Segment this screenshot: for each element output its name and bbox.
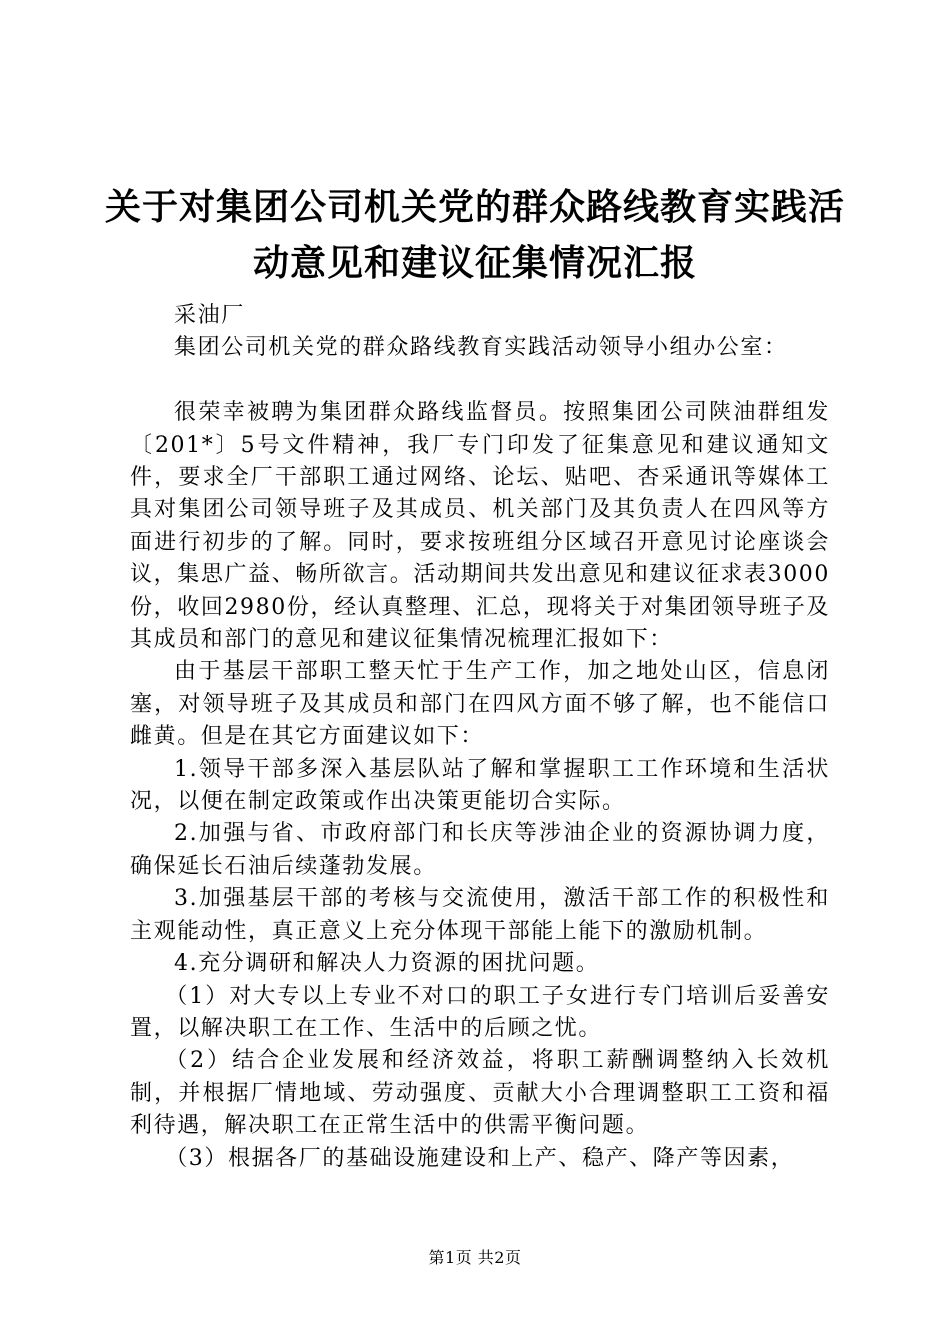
- document-body: [130, 300, 830, 1175]
- sub-item-2: （2）结合企业发展和经济效益，将职工薪酬调整纳入长效机制，并根据厂情地域、劳动强度、贡献大小合理调整职工工资和福利待遇，解决职工在正常生活中的供需平衡问题。: [130, 1048, 830, 1139]
- paragraph-intro: 很荣幸被聘为集团群众路线监督员。按照集团公司陕油群组发〔201*〕5号文件精神，我厂专门印发了征集意见和建议通知文件，要求全厂干部职工通过网络、论坛、贴吧、杏采通讯等媒体工具对集团公司领导班子及其成员、机关部门及其负责人在四风等方面进行初步的了解。同时，要求按班组分区域召开意见讨论座谈会议，集思广益、畅所欲言。活动期间共发出意见和建议征求表3000份，收回2980份，经认真整理、汇总，现将关于对集团领导班子及其成员和部门的意见和建议征集情况梳理汇报如下：: [130, 400, 830, 653]
- author-line: 采油厂: [174, 303, 245, 328]
- document-title-line-2: 动意见和建议征集情况汇报: [252, 243, 697, 284]
- suggestion-3: 3.加强基层干部的考核与交流使用，激活干部工作的积极性和主观能动性，真正意义上充分体现干部能上能下的激励机制。: [130, 886, 830, 944]
- sub-item-1: （1）对大专以上专业不对口的职工子女进行专门培训后妥善安置，以解决职工在工作、生活中的后顾之忧。: [130, 983, 830, 1041]
- sub-item-3: （3）根据各厂的基础设施建设和上产、稳产、降产等因素，: [165, 1145, 795, 1171]
- document-title-line-1: 关于对集团公司机关党的群众路线教育实践活: [104, 187, 845, 228]
- salutation-line: 集团公司机关党的群众路线教育实践活动领导小组办公室：: [174, 335, 788, 361]
- page-number-footer: 第1页 共2页: [428, 1248, 522, 1267]
- suggestion-4: 4.充分调研和解决人力资源的困扰问题。: [174, 951, 600, 977]
- suggestion-2: 2.加强与省、市政府部门和长庆等涉油企业的资源协调力度，确保延长石油后续蓬勃发展。: [130, 821, 830, 879]
- blank-line: [130, 365, 830, 397]
- paragraph-background: 由于基层干部职工整天忙于生产工作，加之地处山区，信息闭塞，对领导班子及其成员和部门在四风方面不够了解，也不能信口雌黄。但是在其它方面建议如下：: [130, 659, 830, 750]
- suggestion-1: 1.领导干部多深入基层队站了解和掌握职工工作环境和生活状况，以便在制定政策或作出决策更能切合实际。: [130, 756, 830, 815]
